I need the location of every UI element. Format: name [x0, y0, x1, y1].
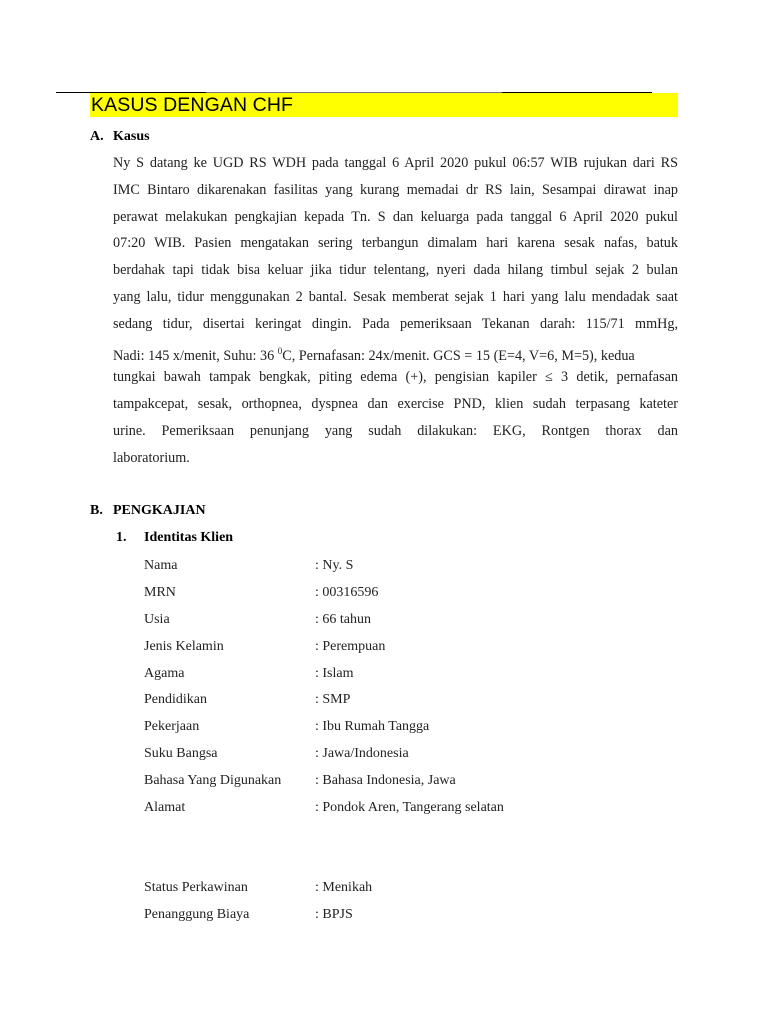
paragraph-line: urine. Pemeriksaan penunjang yang sudah dilakukan: EKG, Rontgen thorax dan [113, 422, 678, 439]
paragraph-line: yang lalu, tidur menggunakan 2 bantal. Sesak memberat sejak 1 hari yang lalu mendadak saat [113, 288, 678, 305]
paragraph-line: 07:20 WIB. Pasien mengatakan sering terbangun dimalam hari karena sesak nafas, batuk [113, 235, 678, 252]
identity-row-usia [144, 610, 664, 630]
identity-label: Alamat [144, 800, 186, 815]
vitals-text-start: Nadi: 145 x/menit, Suhu: 36 [113, 347, 278, 364]
section-b-letter: B. [90, 503, 103, 518]
identity-label: Nama [144, 558, 178, 573]
paragraph-line: Ny S datang ke UGD RS WDH pada tanggal 6 April 2020 pukul 06:57 WIB rujukan dari RS [113, 155, 678, 171]
identity-row-suku-bangsa [144, 744, 664, 764]
identity-label: Suku Bangsa [144, 746, 218, 761]
identity-value: : SMP [315, 692, 351, 707]
identity-label: Status Perkawinan [144, 880, 248, 895]
identity-value: : Jawa/Indonesia [315, 746, 409, 761]
identity-label: Jenis Kelamin [144, 639, 224, 654]
identity-value: : Ny. S [315, 558, 354, 573]
paragraph-line: sedang tidur, disertai keringat dingin. Pada pemeriksaan Tekanan darah: 115/71 mmHg, [113, 315, 678, 332]
identity-value: : BPJS [315, 907, 353, 922]
identity-row-pendidikan [144, 690, 664, 710]
identity-row-mrn [144, 583, 664, 603]
subheading-title: Identitas Klien [144, 530, 234, 545]
identity-label: Pekerjaan [144, 719, 200, 734]
section-a-letter: A. [90, 129, 104, 144]
identity-row-alamat [144, 798, 664, 818]
paragraph-line: berdahak tapi tidak bisa keluar jika tidur telentang, nyeri dada hilang timbul sejak 2 bulan [113, 262, 678, 279]
identity-label: Bahasa Yang Digunakan [144, 773, 282, 788]
identity-value: : Bahasa Indonesia, Jawa [315, 773, 456, 788]
paragraph-line: tungkai bawah tampak bengkak, piting edema (+), pengisian kapiler ≤ 3 detik, pernafasan [113, 369, 678, 386]
case-paragraph [113, 150, 678, 472]
identity-label: MRN [144, 585, 176, 600]
identity-row-agama [144, 664, 664, 684]
document-title: KASUS DENGAN CHF [91, 94, 294, 116]
paragraph-line: IMC Bintaro dikarenakan fasilitas yang kurang memadai dr RS lain, Sesampai dirawat inap [113, 181, 678, 198]
identity-row-penanggung-biaya [144, 905, 664, 925]
subheading-number: 1. [116, 530, 127, 545]
section-b-title: PENGKAJIAN [113, 503, 206, 518]
paragraph-line-vitals [113, 338, 678, 365]
identity-value: : 66 tahun [315, 612, 371, 627]
identity-row-jenis-kelamin [144, 637, 664, 657]
identity-value: : Pondok Aren, Tangerang selatan [315, 800, 504, 815]
section-a-heading [90, 129, 290, 149]
identity-value: : 00316596 [315, 585, 379, 600]
identity-value: : Ibu Rumah Tangga [315, 719, 430, 734]
identity-row-bahasa [144, 771, 664, 791]
paragraph-line: laboratorium. [113, 449, 190, 466]
identity-row-pekerjaan [144, 717, 664, 737]
paragraph-line: perawat melakukan pengkajian kepada Tn. S dan keluarga pada tanggal 6 April 2020 pukul [113, 208, 678, 225]
identity-label: Pendidikan [144, 692, 207, 707]
identity-subheading [116, 530, 366, 550]
section-a-title: Kasus [113, 129, 150, 144]
identity-row-nama [144, 556, 664, 576]
identity-value: : Islam [315, 666, 354, 681]
paragraph-line: tampakcepat, sesak, orthopnea, dyspnea dan exercise PND, klien sudah terpasang kateter [113, 396, 678, 413]
degree-superscript: 0 [277, 345, 283, 356]
vitals-text-end: C, Pernafasan: 24x/menit. GCS = 15 (E=4, V=6, M=5), kedua [282, 347, 635, 364]
identity-value: : Menikah [315, 880, 373, 895]
identity-label: Usia [144, 612, 170, 627]
identity-label: Penanggung Biaya [144, 907, 250, 922]
identity-label: Agama [144, 666, 185, 681]
section-b-heading [90, 503, 340, 523]
identity-value: : Perempuan [315, 639, 386, 654]
identity-row-status-perkawinan [144, 878, 664, 898]
